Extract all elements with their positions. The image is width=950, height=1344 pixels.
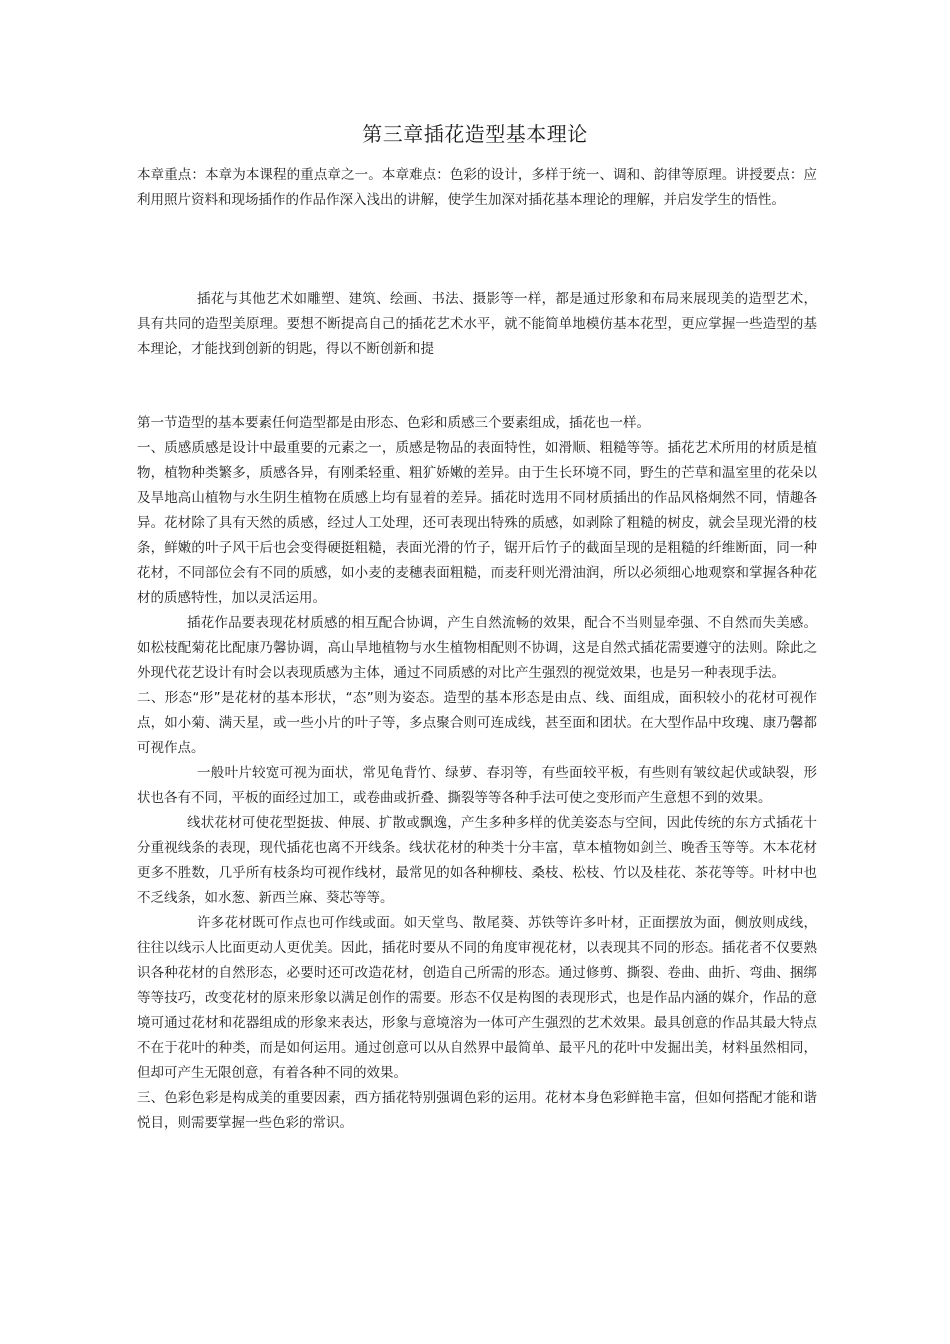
texture-paragraph-2: 插花作品要表现花材质感的相互配合协调，产生自然流畅的效果，配合不当则显牵强、不自然而失美感。如松枝配菊花比配康乃馨协调，高山旱地植物与水生植物相配则不协调，这是自然式插花需要遵守的法则。除此之外现代花艺设计有时会以表现质感为主体，通过不同质感的对比产生强烈的视觉效果，也是另一种表现手法。 — [137, 615, 817, 681]
preface-paragraph: 插花与其他艺术如雕塑、建筑、绘画、书法、摄影等一样，都是通过形象和布局来展现美的造型艺术，具有共同的造型美原理。要想不断提高自己的插花艺术水平，就不能简单地模仿基本花型，更应掌握一些造型的基本理论，才能找到创新的钥匙，得以不断创新和提 — [137, 291, 817, 357]
form-paragraph-3: 线状花材可使花型挺拔、伸展、扩散或飘逸，产生多种多样的优美姿态与空间，因此传统的东方式插花十分重视线条的表现，现代插花也离不开线条。线状花材的种类十分丰富，草本植物如剑兰、晚香玉等等。木本花材更多不胜数，几乎所有枝条均可视作线材，最常见的如各种柳枝、桑枝、松枝、竹以及桂花、茶花等等。叶材中也不乏线条，如水葱、新西兰麻、葵芯等等。 — [137, 815, 817, 906]
color-paragraph-1: 三、色彩色彩是构成美的重要因素，西方插花特别强调色彩的运用。花材本身色彩鲜艳丰富，但如何搭配才能和谐悦目，则需要掌握一些色彩的常识。 — [137, 1090, 817, 1131]
form-paragraph-2: 一般叶片较宽可视为面状，常见龟背竹、绿萝、春羽等，有些面较平板，有些则有皱纹起伏或缺裂，形状也各有不同，平板的面经过加工，或卷曲或折叠、撕裂等等各种手法可使之变形而产生意想不到的效果。 — [137, 765, 817, 806]
section-heading: 第一节造型的基本要素任何造型都是由形态、色彩和质感三个要素组成，插花也一样。 — [137, 415, 650, 431]
section-1 — [137, 411, 817, 1136]
form-paragraph-4: 许多花材既可作点也可作线或面。如天堂鸟、散尾葵、苏铁等许多叶材，正面摆放为面，侧放则成线，往往以线示人比面更动人更优美。因此，插花时要从不同的角度审视花材，以表现其不同的形态。插花者不仅要熟识各种花材的自然形态，必要时还可改造花材，创造自己所需的形态。通过修剪、撕裂、卷曲、曲折、弯曲、捆绑等等技巧，改变花材的原来形象以满足创作的需要。形态不仅是构图的表现形式，也是作品内涵的媒介，作品的意境可通过花材和花器组成的形象来表达，形象与意境溶为一体可产生强烈的艺术效果。最具创意的作品其最大特点不在于花叶的种类，而是如何运用。通过创意可以从自然界中最简单、最平凡的花叶中发掘出美，材料虽然相同，但却可产生无限创意，有着各种不同的效果。 — [137, 915, 817, 1081]
texture-paragraph-1: 一、质感质感是设计中最重要的元素之一，质感是物品的表面特性，如滑顺、粗糙等等。插花艺术所用的材质是植物，植物种类繁多，质感各异，有刚柔轻重、粗犷娇嫩的差异。由于生长环境不同，野生的芒草和温室里的花朵以及旱地高山植物与水生阴生植物在质感上均有显着的差异。插花时选用不同材质插出的作品风格炯然不同，情趣各异。花材除了具有天然的质感，经过人工处理，还可表现出特殊的质感，如剥除了粗糙的树皮，就会呈现光滑的枝条，鲜嫩的叶子风干后也会变得硬挺粗糙，表面光滑的竹子，锯开后竹子的截面呈现的是粗糙的纤维断面，同一种花材，不同部位会有不同的质感，如小麦的麦穗表面粗糙，而麦秆则光滑油润，所以必须细心地观察和掌握各种花材的质感特性，加以灵活运用。 — [137, 440, 817, 606]
chapter-summary: 本章重点：本章为本课程的重点章之一。本章难点：色彩的设计，多样于统一、调和、韵律等原理。讲授要点：应利用照片资料和现场插作的作品作深入浅出的讲解，使学生加深对插花基本理论的理解，并启发学生的悟性。 — [137, 167, 817, 208]
chapter-title: 第三章插花造型基本理论 — [362, 122, 588, 146]
form-paragraph-1: 二、形态“形”是花材的基本形状，“态”则为姿态。造型的基本形态是由点、线、面组成，面积较小的花材可视作点，如小菊、满天星，或一些小片的叶子等，多点聚合则可连成线，甚至面和团状。在大型作品中玫瑰、康乃馨都可视作点。 — [137, 690, 817, 756]
